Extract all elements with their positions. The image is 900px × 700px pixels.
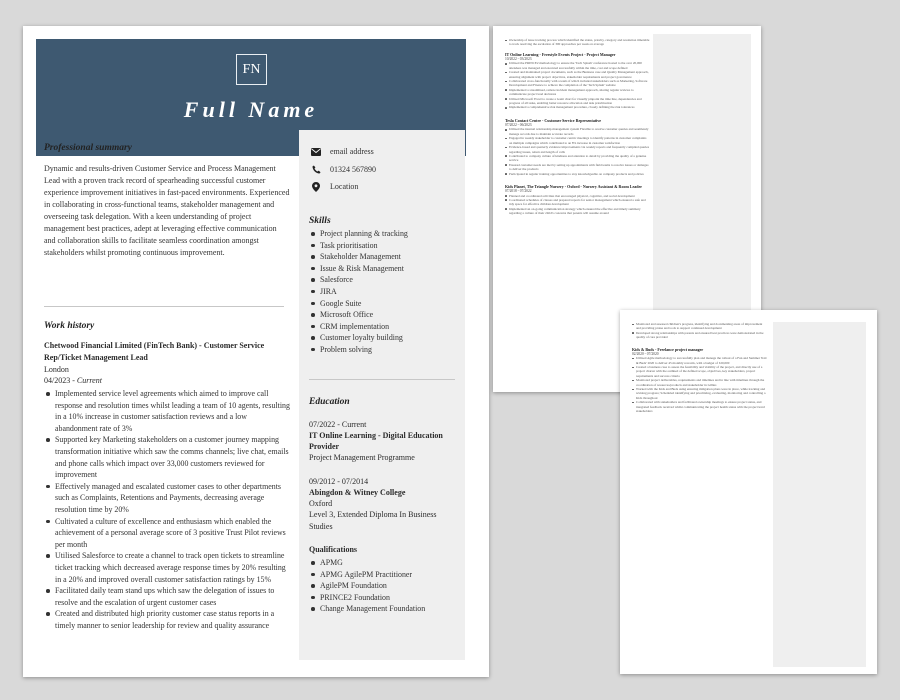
list-item: Implemented an on-going communication strategy which ensured the effective and timely summary regarding a culture of their child's concerns that parents will assume around [505,207,650,216]
summary-text: Dynamic and results-driven Customer Service and Process Management Lead with a proven track record of spearheading successful customer experience improvement initiatives in fast-paced environments. Experienced in collaborating in cross-functional teams, stakeholder management and overseeing task delegation. With a keen understanding of project management best practices, adept at leveraging effective communication and collaboration skills to facilitate seamless coordination amongst stakeholders whilst promoting continuous improvement. [44,164,290,257]
qualification-item: PRINCE2 Foundation [309,592,459,604]
list-item: Evidence-based and quarterly evidence improvements via weekly reports and frequently compiled queries regarding issues, return and length of calls [505,145,650,154]
edu-institution: Abingdon & Witney College [309,487,406,497]
job-dates: 07/2018 - 07/2022 [505,188,532,193]
job-bullets [44,388,290,631]
summary-title: Professional summary [44,143,132,153]
qualifications-title: Qualifications [309,545,358,554]
list-item: Utilised the internal relationship management system Flexible to resolve customer queries and seamlessly manage records due to maintain accurate records [505,127,650,136]
summary-section [44,143,290,259]
list-item: Created and maintained project documents, such as the Business case and Quality Management approach, ensuring alignment with project objectives, stakeholder requirements and project governance [505,70,650,79]
skill-item: JIRA [309,286,459,298]
job-title: Chetwood Financial Limited (FinTech Bank) - Customer Service Rep/Ticket Management Lead [44,341,265,362]
list-item: Coordinated schedules of classes and prepared reports for senior management which ensured a safe and tidy space for effective children development [505,198,650,207]
page3-content [632,322,767,414]
skill-item: Problem solving [309,344,459,356]
skill-item: Task prioritisation [309,240,459,252]
job-title: Kids & Buds - Freelance project manager [632,346,704,352]
list-item: Collaborated with stakeholders and facilitated ownership meetings to ensure project status, and integrated feedback received whilst communicating the project health status with the project level stakeholders [632,400,767,413]
education-section [309,397,459,615]
list-item: Facilitated daily team stand ups which saw the delegation of issues to resolve and the escalation of urgent customer cases [44,585,290,608]
skill-item: Salesforce [309,274,459,286]
list-item: Monitored project deliverables, requirements and timelines and in line with timelines through the coordination of resources/products and stakeholder in Gillies [632,378,767,387]
list-item: Collaborated cross-functionally with a team of which included stakeholders such as Marketing, Software Development and Finance to achieve the completion of the 'Tech Splash' website [505,79,650,88]
list-item: Developed strong relationships with parents and ensured best practices were demonstrated in the quality of care provided [632,331,767,340]
list-item: Ensured customer needs are met by setting up appointments with field teams to resolve issues or damages to deliver the products [505,163,650,172]
contact-location [311,178,461,196]
qualification-item: APMG [309,557,459,569]
skills-list [309,228,459,356]
contact-phone [311,161,461,179]
job-location: London [44,365,69,374]
job-title: Tesla Contact Centre - Customer Service Representative [505,117,602,123]
skill-item: Microsoft Office [309,309,459,321]
qualifications-list [309,557,459,615]
skill-item: Stakeholder Management [309,251,459,263]
resume-page-3 [620,310,877,674]
job-date-end: Current [76,376,102,385]
list-item: Ownership of issue tracking process which identified the status, priority, category and resolution timetable to track resolving the escalation of 300 approaches per week on average [505,38,650,47]
job-dates: 10/2022 - 03/2023 [505,56,532,61]
page2-content [505,38,650,216]
sidebar-panel [773,322,866,667]
contact-email [311,143,461,161]
email-text: email address [330,147,374,157]
contact-section [311,143,461,196]
list-item: Monitored and assessed children's progress, identifying and documenting areas of improvement and providing praise and tools to support continued development [632,322,767,331]
qualification-item: Change Management Foundation [309,603,459,615]
skill-item: Project planning & tracking [309,228,459,240]
list-item: Implemented service level agreements which aimed to improve call response and resolution times whilst leading a team of 10 agents, resulting in a 10% increase in customer satisfaction reviews and a low abandonment rate of 3% [44,388,290,434]
list-item: Implemented a streamlined, remote incident management approach, sharing regular reviews to communicate project lead decisions [505,88,650,97]
list-item: Utilised Agile methodology to successfully plan and manage the rollout of a Fun and Summer 'Kid & Buds' 2020 to deliver 45 monthly rewards, with a budget of £20,000 [632,356,767,365]
phone-text: 01324 567890 [330,164,376,174]
job-title: IT Online Learning - Freestyle Events Project - Project Manager [505,51,616,57]
edu-course: Level 3, Extended Diploma In Business Studies [309,510,437,531]
qualification-item: AgilePM Foundation [309,580,459,592]
resume-page-1 [23,26,489,677]
work-history-section [44,321,290,631]
skills-title: Skills [309,216,331,226]
monogram-logo: FN [236,54,267,85]
job-dates: 02/2020 - 07/2020 [632,351,659,356]
qualification-item: APMG AgilePM Practitioner [309,569,459,581]
list-item: Engaged in weekly stakeholder to customer centric meetings to identify patterns in customer complaints on multiple campaigns which contributed to an 8% increase in customer satisfaction [505,136,650,145]
list-item: Participated in regular training opportunities to stay knowledgeable on company products and policies [505,172,650,176]
list-item: Worked with the Kids and Buds using ensuring mitigation plans were in place, while tracking and revising progress; Scheduled identifying and prioritizing, evaluating, monitoring and controlling a Kids throughout [632,387,767,400]
edu-institution: IT Online Learning - Digital Education Provider [309,431,443,451]
job-date-start: 04/2023 - [44,376,77,385]
list-item: Planned and coordinated activities that encouraged physical, cognitive, and social development [505,194,650,198]
work-history-title: Work history [44,321,95,331]
candidate-name: Full Name [183,97,319,122]
list-item: Contributed to company culture of kindness and attention to detail by providing the quality of a genuine service [505,154,650,163]
list-item: Created and distributed high priority customer case status reports in a timely manner to senior leadership for review and quality assurance [44,608,290,631]
phone-icon [311,165,321,174]
list-item: Utilised Salesforce to create a channel to track open tickets to streamline ticket tracking which decreased average response times by 20% resulting in a 20% and improved overall customer satisfaction ratings by 15% [44,550,290,585]
skill-item: CRM implementation [309,321,459,333]
education-title: Education [309,397,350,407]
job-title: Kids Planet, The Triangle Nursery - Oxford - Nursery Assistant & Room Leader [505,183,642,189]
list-item: Utilised Microsoft Excel to create a Gantt chart for visually pinpoint the time line, dependencies and progress of all tasks, enabling better resource allocation and task prioritisation [505,97,650,106]
list-item: Cultivated a culture of excellence and enthusiasm which enabled the achievement of a personal average score of 3 positive Trust Pilot reviews per month [44,516,290,551]
edu-course: Project Management Programme [309,453,415,462]
location-text: Location [330,182,359,192]
edu-date: 07/2022 - Current [309,420,367,429]
list-item: Implemented a comprehensive risk management procedure, closely defining the risk tolerances [505,105,650,109]
list-item: Created a business case to assess the feasibility and viability of the project, and directly use of a project charter with the outlined of the defined scope, objectives, key stakeholders, project requirements and success criteria [632,365,767,378]
skill-item: Google Suite [309,298,459,310]
list-item: Utilised the PRINCE2 methodology to ensure the 'Tech Splash' conference hosted to the over 20,000 attendees was managed and executed successfully within the time, cost and scope defined [505,61,650,70]
list-item: Effectively managed and escalated customer cases to other departments such as Complaints, Retentions and Payments, decreasing average resolution time by 20% [44,481,290,516]
edu-place: Oxford [309,498,333,508]
section-divider [44,306,284,307]
skill-item: Issue & Risk Management [309,263,459,275]
edu-date: 09/2012 - 07/2014 [309,476,369,486]
job-dates [44,375,290,386]
list-item: Supported key Marketing stakeholders on a customer journey mapping transformation initiative which saw the comms channels; live chat, emails and phone calls which impact over 33,000 customers reviewed for improvement [44,434,290,480]
job-dates: 07/2022 - 06/2023 [505,122,532,127]
map-pin-icon [311,182,321,192]
skill-item: Customer loyalty building [309,332,459,344]
skills-section [309,216,459,356]
section-divider [309,379,455,380]
envelope-icon [311,148,321,156]
